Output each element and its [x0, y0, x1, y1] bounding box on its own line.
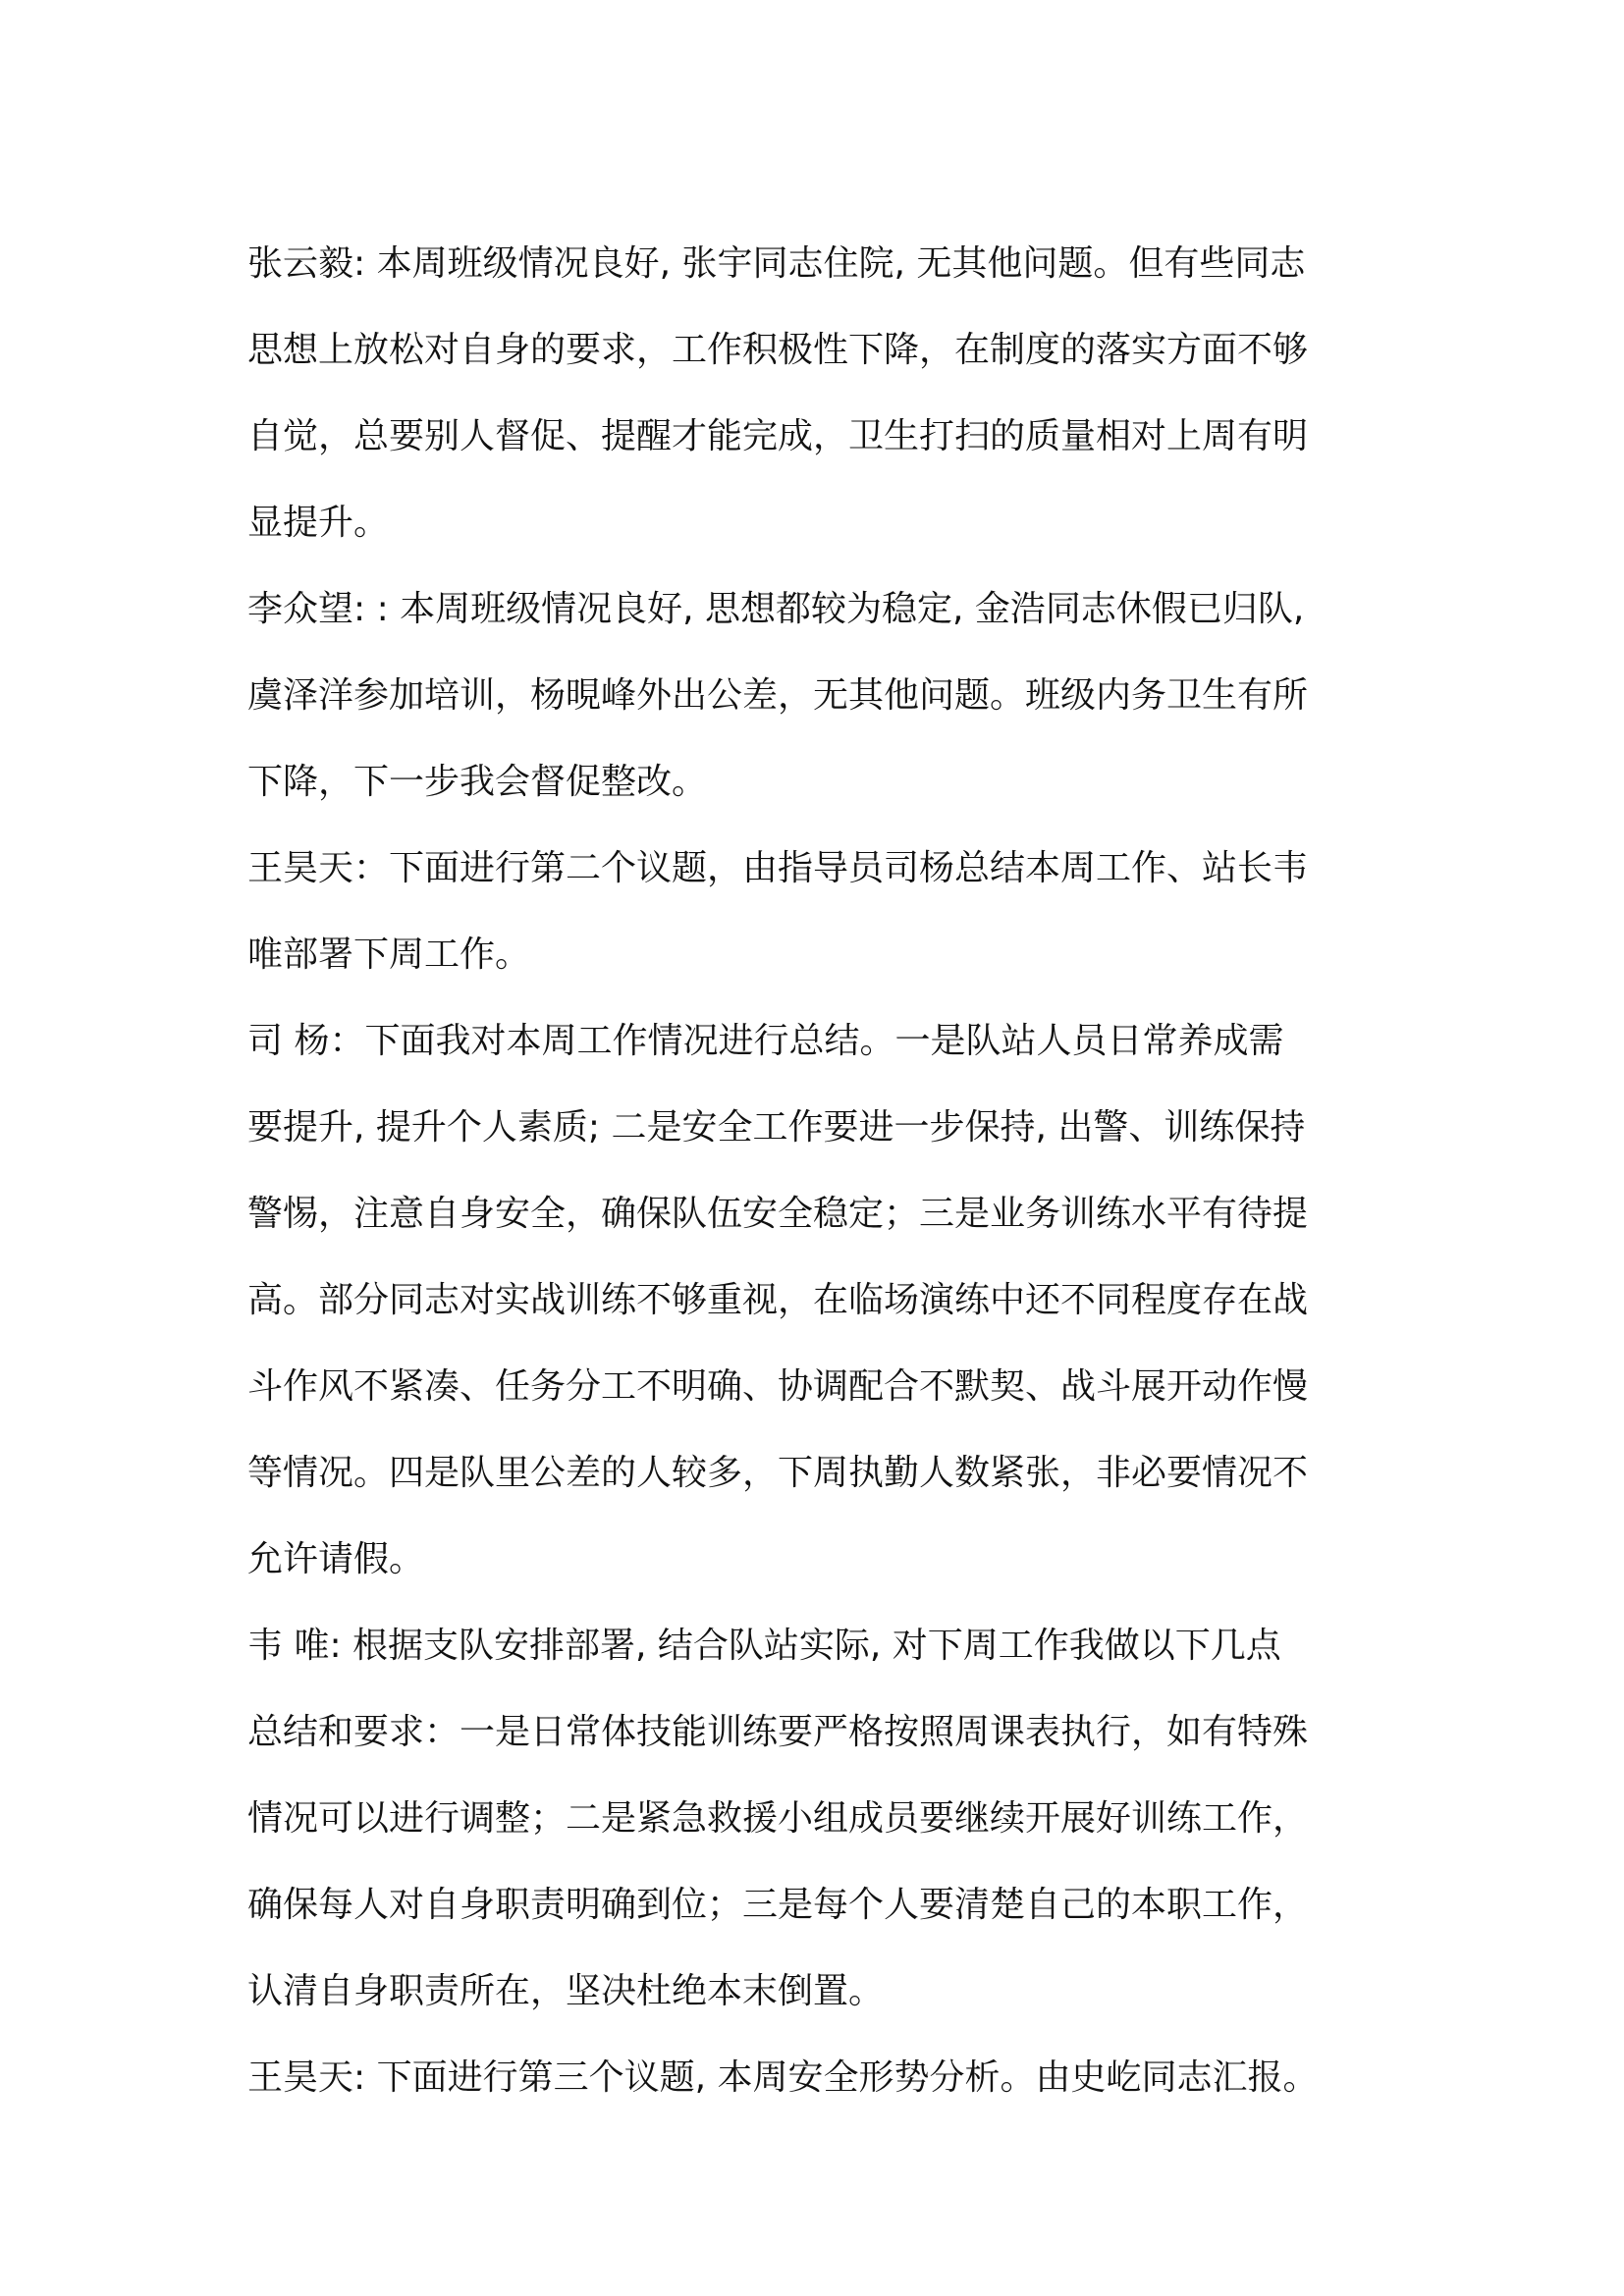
text-line: 韦 唯: 根据支队安排部署, 结合队站实际, 对下周工作我做以下几点 [247, 1626, 1281, 1666]
text-line: 下降，下一步我会督促整改。 [247, 762, 708, 802]
text-line: 思想上放松对自身的要求，工作积极性下降，在制度的落实方面不够 [247, 330, 1309, 370]
text-line: 确保每人对自身职责明确到位；三是每个人要清楚自己的本职工作， [247, 1885, 1309, 1925]
text-line: 允许请假。 [247, 1539, 425, 1579]
text-line: 司 杨：下面我对本周工作情况进行总结。一是队站人员日常养成需 [247, 1021, 1284, 1061]
text-line: 高。部分同志对实战训练不够重视，在临场演练中还不同程度存在战 [247, 1280, 1309, 1320]
text-line: 唯部署下周工作。 [247, 934, 531, 975]
text-line: 情况可以进行调整；二是紧急救援小组成员要继续开展好训练工作， [247, 1798, 1309, 1839]
text-line: 认清自身职责所在，坚决杜绝本末倒置。 [247, 1971, 885, 2011]
text-line: 斗作风不紧凑、任务分工不明确、协调配合不默契、战斗展开动作慢 [247, 1366, 1309, 1407]
text-line: 自觉，总要别人督促、提醒才能完成，卫生打扫的质量相对上周有明 [247, 416, 1309, 456]
text-line: 显提升。 [247, 503, 390, 543]
text-line: 王昊天: 下面进行第三个议题, 本周安全形势分析。由史屹同志汇报。 [247, 2057, 1319, 2098]
text-line: 警惕，注意自身安全，确保队伍安全稳定；三是业务训练水平有待提 [247, 1194, 1309, 1234]
text-line: 总结和要求：一是日常体技能训练要严格按照周课表执行，如有特殊 [247, 1712, 1309, 1752]
text-line: 王昊天：下面进行第二个议题，由指导员司杨总结本周工作、站长韦 [247, 848, 1309, 888]
text-line: 虞泽洋参加培训，杨晛峰外出公差，无其他问题。班级内务卫生有所 [247, 675, 1309, 716]
document-body [247, 221, 1435, 2121]
text-line: 张云毅: 本周班级情况良好, 张宇同志住院, 无其他问题。但有些同志 [247, 243, 1306, 284]
text-line: 要提升, 提升个人素质; 二是安全工作要进一步保持, 出警、训练保持 [247, 1107, 1306, 1148]
text-line: 李众望: : 本周班级情况良好, 思想都较为稳定, 金浩同志休假已归队, [247, 589, 1305, 629]
text-line: 等情况。四是队里公差的人较多，下周执勤人数紧张，非必要情况不 [247, 1453, 1309, 1493]
